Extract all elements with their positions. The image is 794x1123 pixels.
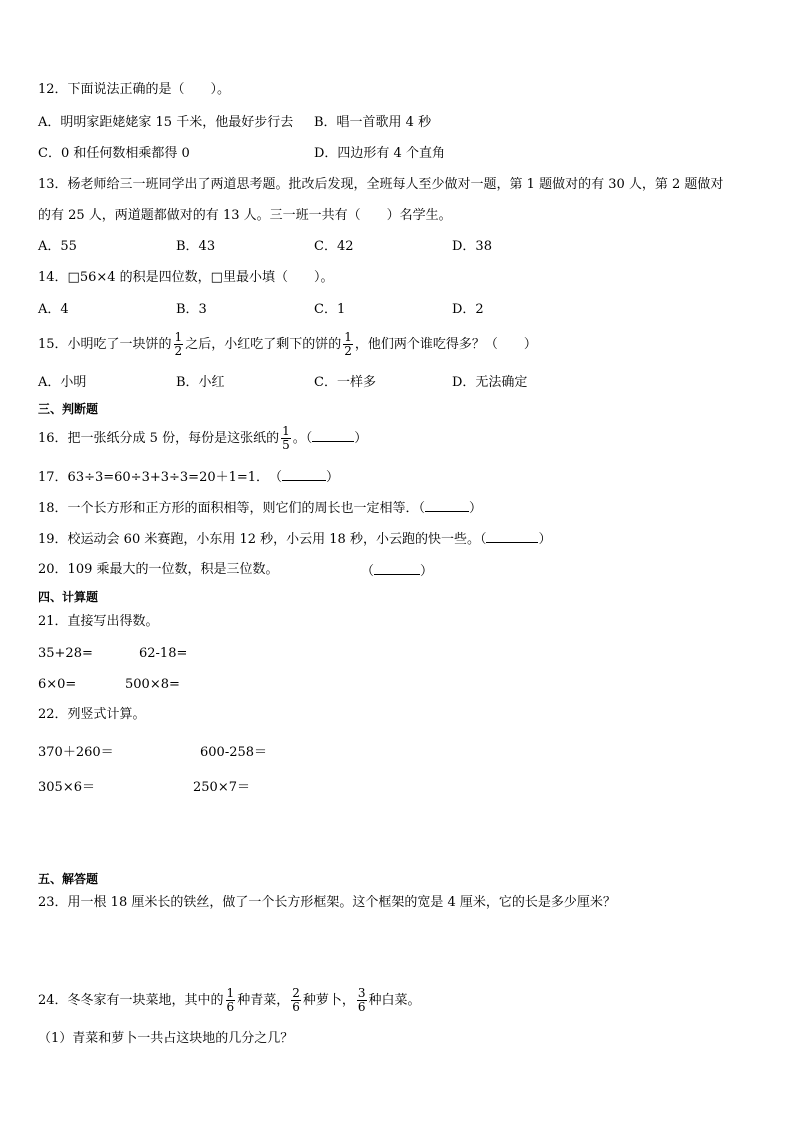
fraction-one-sixth: $\frac{1}{6}$ [226,986,235,1014]
q19-text: 19．校运动会 60 米赛跑，小东用 12 秒，小云用 18 秒，小云跑的快一些。（ [38,532,487,547]
q15-text-pre: 15．小明吃了一块饼的 [38,337,172,352]
q23-stem: 23．用一根 18 厘米长的铁丝，做了一个长方形框架。这个框架的宽是 4 厘米，它的长是多少厘米？ [38,895,616,910]
q22-expression: 250×7＝ [193,780,250,795]
q15-option-b: B．小红 [176,375,225,390]
fraction-one-half: $\frac{1}{2}$ [174,330,183,358]
q21-expression: 6×0= [38,677,77,692]
q13-option-d: D．38 [452,239,492,254]
q20-answer [361,562,433,580]
q19-stem [38,530,551,548]
q13-stem-line1: 13．杨老师给三一班同学出了两道思考题。批改后发现，全班每人至少做对一题，第 1 题做对的有 30 人，第 2 题做对 [38,177,724,192]
q13-option-c: C．42 [314,239,354,254]
q21-stem: 21．直接写出得数。 [38,614,159,629]
q15-option-d: D．无法确定 [452,375,528,390]
q17-text: 17．63÷3=60÷3+3÷3=20＋1=1． （ [38,470,283,485]
q13-stem-line2: 的有 25 人，两道题都做对的有 13 人。三一班一共有（ ）名学生。 [38,208,452,223]
q24-text-pre: 24．冬冬家有一块菜地，其中的 [38,993,224,1008]
q14-option-c: C．1 [314,302,346,317]
q16-text-pre: 16．把一张纸分成 5 份，每份是这张纸的 [38,431,280,446]
q12-stem: 12．下面说法正确的是（ ）。 [38,82,231,97]
q12-option-d: D．四边形有 4 个直角 [314,146,445,161]
q24-text-2: 种萝卜， [302,993,355,1008]
answer-blank[interactable] [486,530,538,543]
section-title-calculation: 四、计算题 [38,590,99,604]
q21-expression: 35+28= [38,646,93,661]
q13-option-b: B．43 [176,239,216,254]
q20-close-paren: ） [420,564,434,579]
q17-stem [38,468,339,486]
fraction-one-fifth: $\frac{1}{5}$ [282,424,290,452]
q15-option-c: C．一样多 [314,375,376,390]
q15-text-post: ，他们两个谁吃得多？（ ） [354,337,537,352]
q20-open-paren: （ [361,564,375,579]
q12-option-b: B．唱一首歌用 4 秒 [314,115,432,130]
fraction-two-sixths: $\frac{2}{6}$ [292,986,300,1014]
q14-stem: 14．□56×4 的积是四位数，□里最小填（ ）。 [38,270,334,285]
q21-expression: 62-18= [139,646,188,661]
q24-text-1: 种青菜， [237,993,290,1008]
q17-close-paren: ） [326,470,340,485]
q14-option-b: B．3 [176,302,207,317]
section-title-problems: 五、解答题 [38,872,99,886]
q18-stem [38,499,482,517]
q14-option-d: D．2 [452,302,484,317]
fraction-three-sixths: $\frac{3}{6}$ [357,986,366,1014]
q18-close-paren: ） [469,501,483,516]
q24-subquestion-1: （1）青菜和萝卜一共占这块地的几分之几？ [38,1031,294,1046]
q18-text: 18．一个长方形和正方形的面积相等，则它们的周长也一定相等．（ [38,501,426,516]
q12-option-c: C．0 和任何数相乘都得 0 [38,146,190,161]
q16-text-post: 。（ [292,431,313,446]
q15-stem [38,330,537,360]
q16-stem [38,424,367,454]
answer-blank[interactable] [312,429,354,442]
q20-stem: 20．109 乘最大的一位数，积是三位数。 [38,562,279,577]
section-title-judgement: 三、判断题 [38,402,99,416]
q22-expression: 370＋260＝ [38,745,114,760]
q15-text-mid: 之后，小红吃了剩下的饼的 [185,337,342,352]
q21-expression: 500×8= [125,677,180,692]
answer-blank[interactable] [425,499,469,512]
fraction-one-half: $\frac{1}{2}$ [344,330,352,358]
q24-stem [38,985,421,1017]
q22-stem: 22．列竖式计算。 [38,707,146,722]
q22-expression: 600-258＝ [200,745,268,760]
q16-close-paren: ） [354,431,368,446]
q22-expression: 305×6＝ [38,780,95,795]
q14-option-a: A．4 [38,302,69,317]
q19-close-paren: ） [538,532,552,547]
answer-blank[interactable] [282,468,326,481]
q13-option-a: A．55 [38,239,77,254]
answer-blank[interactable] [374,562,420,575]
q12-option-a: A．明明家距姥姥家 15 千米，他最好步行去 [38,115,294,130]
q15-option-a: A．小明 [38,375,87,390]
q24-text-3: 种白菜。 [368,993,421,1008]
